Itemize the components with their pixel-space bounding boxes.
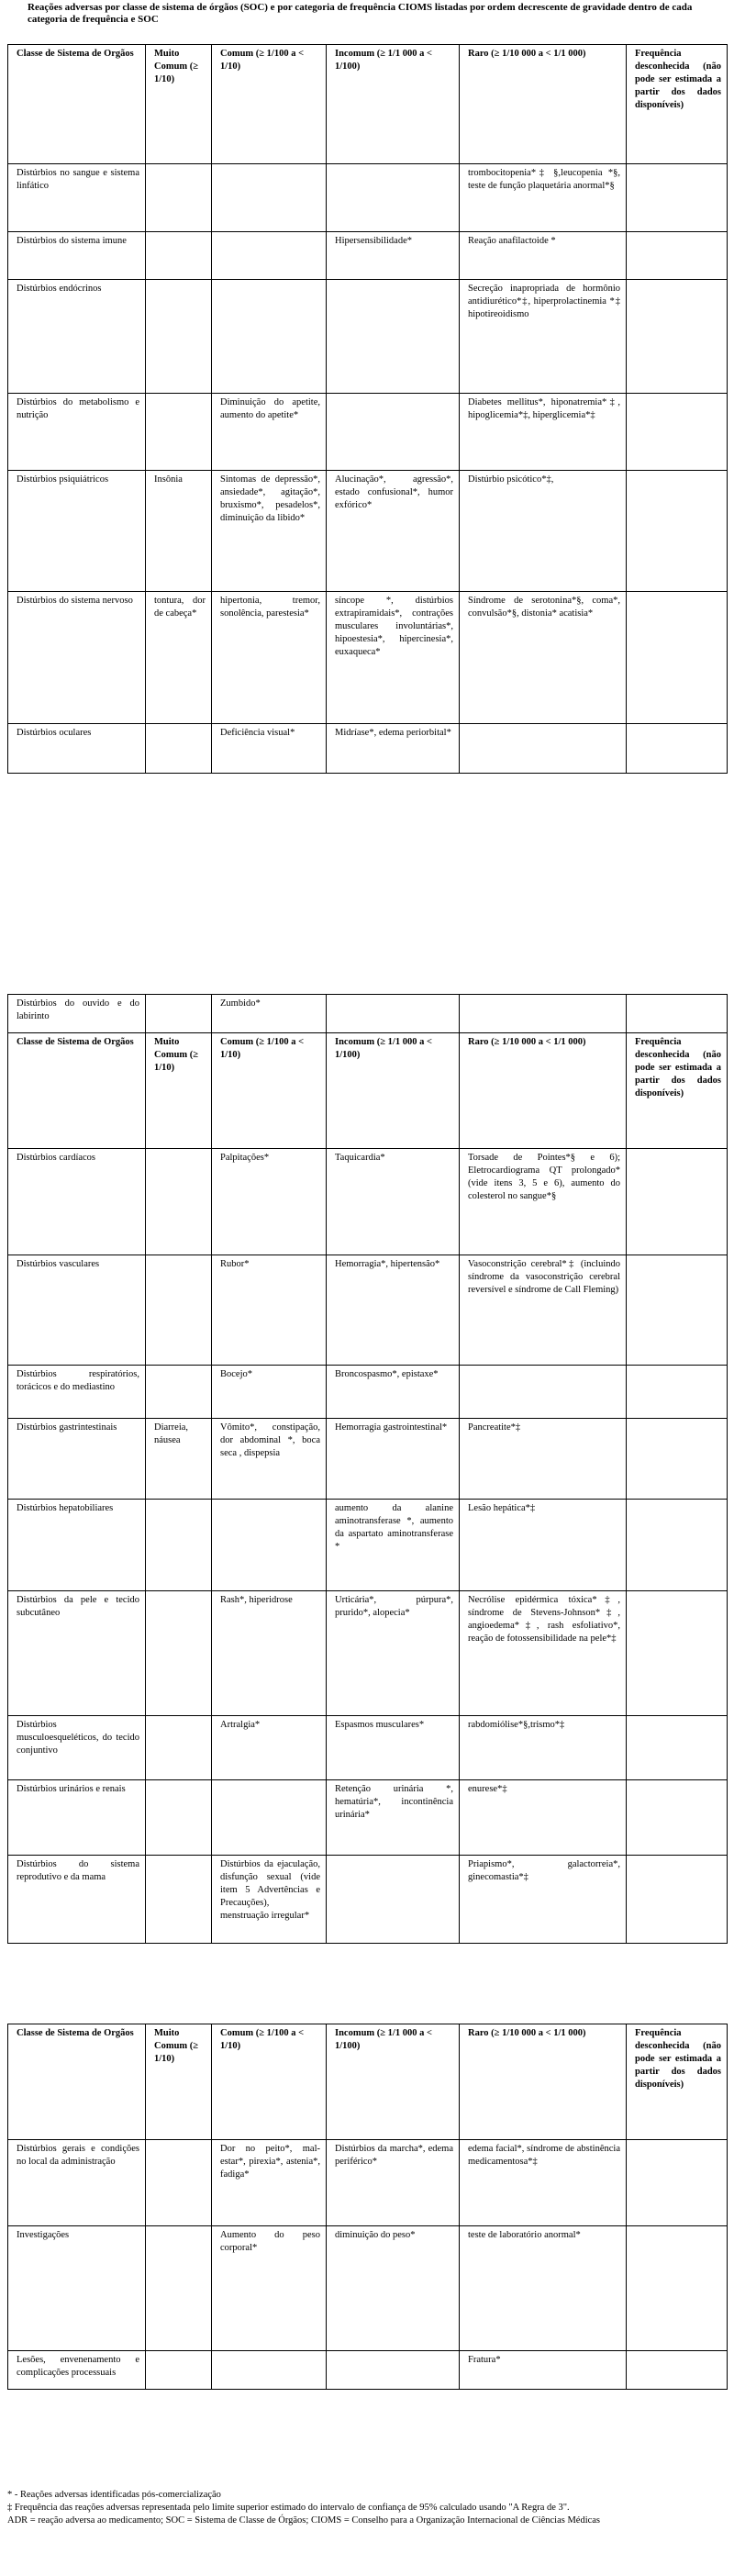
soc-cell: Distúrbios do sistema imune	[8, 232, 146, 280]
common-cell	[212, 1500, 327, 1591]
soc-cell: Distúrbios do sistema reprodutivo e da mama	[8, 1856, 146, 1944]
rare-cell: Priapismo*, galactorreia*, ginecomastia*‡	[460, 1856, 627, 1944]
common-cell: hipertonia, tremor, sonolência, parestesia*	[212, 592, 327, 724]
uncommon-cell	[327, 1856, 460, 1944]
soc-cell: Distúrbios gastrintestinais	[8, 1419, 146, 1500]
uncommon-cell: Taquicardia*	[327, 1149, 460, 1255]
table-row	[8, 1591, 728, 1716]
unknown-frequency-cell	[627, 471, 728, 592]
unknown-frequency-cell	[627, 1716, 728, 1780]
uncommon-cell: Retenção urinária *, hematúria*, incontinência urinária*	[327, 1780, 460, 1856]
table-row	[8, 471, 728, 592]
table-row	[8, 232, 728, 280]
unknown-frequency-cell	[627, 1419, 728, 1500]
unknown-frequency-cell	[627, 1255, 728, 1366]
table-row	[8, 1500, 728, 1591]
very-common-cell	[146, 995, 212, 1033]
rare-cell: Diabetes mellitus*, hiponatremia*‡, hipoglicemia*‡, hiperglicemia*‡	[460, 394, 627, 471]
very-common-cell	[146, 164, 212, 232]
soc-cell: Distúrbios urinários e renais	[8, 1780, 146, 1856]
table-header-row	[8, 45, 728, 164]
uncommon-cell	[327, 164, 460, 232]
common-cell: Distúrbios da ejaculação, disfunção sexual (vide item 5 Advertências e Precauções), menstruação irregular*	[212, 1856, 327, 1944]
unknown-frequency-cell	[627, 1856, 728, 1944]
soc-cell: Distúrbios do sistema nervoso	[8, 592, 146, 724]
uncommon-cell: Midríase*, edema periorbital*	[327, 724, 460, 774]
common-cell	[212, 1780, 327, 1856]
common-cell	[212, 280, 327, 394]
soc-cell: Distúrbios cardíacos	[8, 1149, 146, 1255]
soc-cell: Distúrbios hepatobiliares	[8, 1500, 146, 1591]
uncommon-cell: diminuição do peso*	[327, 2226, 460, 2351]
uncommon-cell	[327, 2351, 460, 2390]
header-common-cell: Comum (≥ 1/100 a < 1/10)	[212, 45, 327, 164]
uncommon-cell	[327, 995, 460, 1033]
table-header-row	[8, 1033, 728, 1149]
unknown-frequency-cell	[627, 394, 728, 471]
very-common-cell	[146, 2140, 212, 2226]
rare-cell: trombocitopenia*‡ §,leucopenia *§, teste de função plaquetária anormal*§	[460, 164, 627, 232]
header-very-common-cell: Muito Comum (≥ 1/10)	[146, 1033, 212, 1149]
footnote-abbreviations: ADR = reação adversa ao medicamento; SOC = Sistema de Classe de Órgãos; CIOMS = Conselho para a Organização Internacional de Ciências Médicas	[7, 2515, 601, 2526]
rare-cell: teste de laboratório anormal*	[460, 2226, 627, 2351]
header-rare-cell: Raro (≥ 1/10 000 a < 1/1 000)	[460, 2024, 627, 2140]
unknown-frequency-cell	[627, 724, 728, 774]
unknown-frequency-cell	[627, 995, 728, 1033]
uncommon-cell: Hemorragia*, hipertensão*	[327, 1255, 460, 1366]
common-cell	[212, 2351, 327, 2390]
table-row	[8, 592, 728, 724]
table-row	[8, 1856, 728, 1944]
uncommon-cell: aumento da alanine aminotransferase *, aumento da aspartato aminotransferase *	[327, 1500, 460, 1591]
rare-cell: enurese*‡	[460, 1780, 627, 1856]
very-common-cell	[146, 1856, 212, 1944]
unknown-frequency-cell	[627, 2140, 728, 2226]
header-common-cell: Comum (≥ 1/100 a < 1/10)	[212, 2024, 327, 2140]
common-cell: Dor no peito*, mal-estar*, pirexia*, astenia*, fadiga*	[212, 2140, 327, 2226]
uncommon-cell: Distúrbios da marcha*, edema periférico*	[327, 2140, 460, 2226]
adverse-reactions-table-part-1	[7, 44, 728, 774]
soc-cell: Distúrbios no sangue e sistema linfático	[8, 164, 146, 232]
common-cell: Aumento do peso corporal*	[212, 2226, 327, 2351]
soc-cell: Distúrbios psiquiátricos	[8, 471, 146, 592]
common-cell: Diminuição do apetite, aumento do apetite*	[212, 394, 327, 471]
uncommon-cell: Alucinação*, agressão*, estado confusional*, humor exfórico*	[327, 471, 460, 592]
header-common-cell: Comum (≥ 1/100 a < 1/10)	[212, 1033, 327, 1149]
very-common-cell: tontura, dor de cabeça*	[146, 592, 212, 724]
common-cell: Sintomas de depressão*, ansiedade*, agitação*, bruxismo*, pesadelos*, diminuição da libido*	[212, 471, 327, 592]
rare-cell	[460, 724, 627, 774]
header-soc-cell: Classe de Sistema de Orgãos	[8, 1033, 146, 1149]
uncommon-cell: síncope *, distúrbios extrapiramidais*, contrações musculares involuntárias*, hipoestesia*, hipercinesia*, euxaqueca*	[327, 592, 460, 724]
header-uncommon-cell: Incomum (≥ 1/1 000 a < 1/100)	[327, 45, 460, 164]
very-common-cell	[146, 724, 212, 774]
very-common-cell	[146, 1500, 212, 1591]
header-very-common-cell: Muito Comum (≥ 1/10)	[146, 2024, 212, 2140]
unknown-frequency-cell	[627, 1366, 728, 1419]
header-very-common-cell: Muito Comum (≥ 1/10)	[146, 45, 212, 164]
rare-cell: Distúrbio psicótico*‡,	[460, 471, 627, 592]
table-row	[8, 1780, 728, 1856]
unknown-frequency-cell	[627, 2351, 728, 2390]
uncommon-cell: Espasmos musculares*	[327, 1716, 460, 1780]
uncommon-cell: Urticária*, púrpura*, prurido*, alopecia*	[327, 1591, 460, 1716]
very-common-cell: Insônia	[146, 471, 212, 592]
very-common-cell: Diarreia, náusea	[146, 1419, 212, 1500]
uncommon-cell: Broncospasmo*, epistaxe*	[327, 1366, 460, 1419]
rare-cell: Necrólise epidérmica tóxica*‡, síndrome de Stevens-Johnson*‡, angioedema*‡, rash esfoliativo*, reação de fotossensibilidade na pele*‡	[460, 1591, 627, 1716]
very-common-cell	[146, 1780, 212, 1856]
very-common-cell	[146, 232, 212, 280]
adverse-reactions-table-part-3	[7, 2024, 728, 2390]
header-rare-cell: Raro (≥ 1/10 000 a < 1/1 000)	[460, 45, 627, 164]
rare-cell	[460, 1366, 627, 1419]
rare-cell: edema facial*, síndrome de abstinência medicamentosa*‡	[460, 2140, 627, 2226]
rare-cell: Síndrome de serotonina*§, coma*, convulsão*§, distonia* acatisia*	[460, 592, 627, 724]
footnotes	[7, 2489, 727, 2527]
header-uncommon-cell: Incomum (≥ 1/1 000 a < 1/100)	[327, 1033, 460, 1149]
footnote-frequency: ‡ Frequência das reações adversas representada pelo limite superior estimado do intervalo de confiança de 95% calculado usando "A Regra de 3".	[7, 2503, 570, 2513]
common-cell	[212, 164, 327, 232]
header-rare-cell: Raro (≥ 1/10 000 a < 1/1 000)	[460, 1033, 627, 1149]
common-cell: Vômito*, constipação, dor abdominal *, boca seca , dispepsia	[212, 1419, 327, 1500]
soc-cell: Distúrbios endócrinos	[8, 280, 146, 394]
unknown-frequency-cell	[627, 280, 728, 394]
table-row	[8, 724, 728, 774]
rare-cell: Secreção inapropriada de hormônio antidiurético*‡, hiperprolactinemia *‡ hipotireoidismo	[460, 280, 627, 394]
common-cell: Rubor*	[212, 1255, 327, 1366]
rare-cell: rabdomiólise*§,trismo*‡	[460, 1716, 627, 1780]
soc-cell: Distúrbios musculoesqueléticos, do tecido conjuntivo	[8, 1716, 146, 1780]
table-row	[8, 2351, 728, 2390]
soc-cell: Distúrbios oculares	[8, 724, 146, 774]
soc-cell: Distúrbios da pele e tecido subcutâneo	[8, 1591, 146, 1716]
rare-cell: Vasoconstrição cerebral*‡ (incluindo síndrome da vasoconstrição cerebral reversível e síndrome de Call Fleming)	[460, 1255, 627, 1366]
uncommon-cell: Hemorragia gastrointestinal*	[327, 1419, 460, 1500]
common-cell: Deficiência visual*	[212, 724, 327, 774]
header-uncommon-cell: Incomum (≥ 1/1 000 a < 1/100)	[327, 2024, 460, 2140]
header-soc-cell: Classe de Sistema de Orgãos	[8, 2024, 146, 2140]
rare-cell: Pancreatite*‡	[460, 1419, 627, 1500]
table-caption: Reações adversas por classe de sistema de órgãos (SOC) e por categoria de frequência CIOMS listadas por ordem decrescente de gravidade dentro de cada categoria de frequência e SOC	[28, 2, 693, 25]
very-common-cell	[146, 394, 212, 471]
very-common-cell	[146, 1591, 212, 1716]
unknown-frequency-cell	[627, 592, 728, 724]
uncommon-cell: Hipersensibilidade*	[327, 232, 460, 280]
table-row	[8, 2226, 728, 2351]
common-cell: Zumbido*	[212, 995, 327, 1033]
table-row	[8, 280, 728, 394]
unknown-frequency-cell	[627, 2226, 728, 2351]
soc-cell: Distúrbios gerais e condições no local da administração	[8, 2140, 146, 2226]
header-soc-cell: Classe de Sistema de Orgãos	[8, 45, 146, 164]
rare-cell: Torsade de Pointes*§ e 6); Eletrocardiograma QT prolongado* (vide itens 3, 5 e 6), aumento do colesterol no sangue*§	[460, 1149, 627, 1255]
common-cell: Palpitações*	[212, 1149, 327, 1255]
rare-cell: Fratura*	[460, 2351, 627, 2390]
rare-cell: Lesão hepática*‡	[460, 1500, 627, 1591]
unknown-frequency-cell	[627, 1591, 728, 1716]
adverse-reactions-table-part-1b	[7, 994, 728, 1033]
table-row	[8, 995, 728, 1033]
table-row	[8, 394, 728, 471]
table-row	[8, 2140, 728, 2226]
header-unknown-frequency-cell: Frequência desconhecida (não pode ser estimada a partir dos dados disponíveis)	[627, 45, 728, 164]
table-row	[8, 1716, 728, 1780]
table-row	[8, 1419, 728, 1500]
soc-cell: Distúrbios vasculares	[8, 1255, 146, 1366]
table-row	[8, 164, 728, 232]
uncommon-cell	[327, 280, 460, 394]
footnote-post-marketing: * - Reações adversas identificadas pós-comercialização	[7, 2490, 221, 2500]
very-common-cell	[146, 1716, 212, 1780]
soc-cell: Distúrbios do metabolismo e nutrição	[8, 394, 146, 471]
common-cell: Artralgia*	[212, 1716, 327, 1780]
soc-cell: Distúrbios do ouvido e do labirinto	[8, 995, 146, 1033]
very-common-cell	[146, 2226, 212, 2351]
very-common-cell	[146, 280, 212, 394]
very-common-cell	[146, 2351, 212, 2390]
soc-cell: Distúrbios respiratórios, torácicos e do mediastino	[8, 1366, 146, 1419]
very-common-cell	[146, 1149, 212, 1255]
adverse-reactions-table-part-2	[7, 1032, 728, 1944]
uncommon-cell	[327, 394, 460, 471]
header-unknown-frequency-cell: Frequência desconhecida (não pode ser estimada a partir dos dados disponíveis)	[627, 2024, 728, 2140]
very-common-cell	[146, 1366, 212, 1419]
common-cell: Bocejo*	[212, 1366, 327, 1419]
soc-cell: Lesões, envenenamento e complicações processuais	[8, 2351, 146, 2390]
very-common-cell	[146, 1255, 212, 1366]
unknown-frequency-cell	[627, 232, 728, 280]
common-cell: Rash*, hiperidrose	[212, 1591, 327, 1716]
table-row	[8, 1149, 728, 1255]
table-row	[8, 1366, 728, 1419]
table-header-row	[8, 2024, 728, 2140]
unknown-frequency-cell	[627, 1149, 728, 1255]
soc-cell: Investigações	[8, 2226, 146, 2351]
rare-cell	[460, 995, 627, 1033]
common-cell	[212, 232, 327, 280]
table-row	[8, 1255, 728, 1366]
rare-cell: Reação anafilactoide *	[460, 232, 627, 280]
unknown-frequency-cell	[627, 1780, 728, 1856]
header-unknown-frequency-cell: Frequência desconhecida (não pode ser estimada a partir dos dados disponíveis)	[627, 1033, 728, 1149]
unknown-frequency-cell	[627, 1500, 728, 1591]
unknown-frequency-cell	[627, 164, 728, 232]
